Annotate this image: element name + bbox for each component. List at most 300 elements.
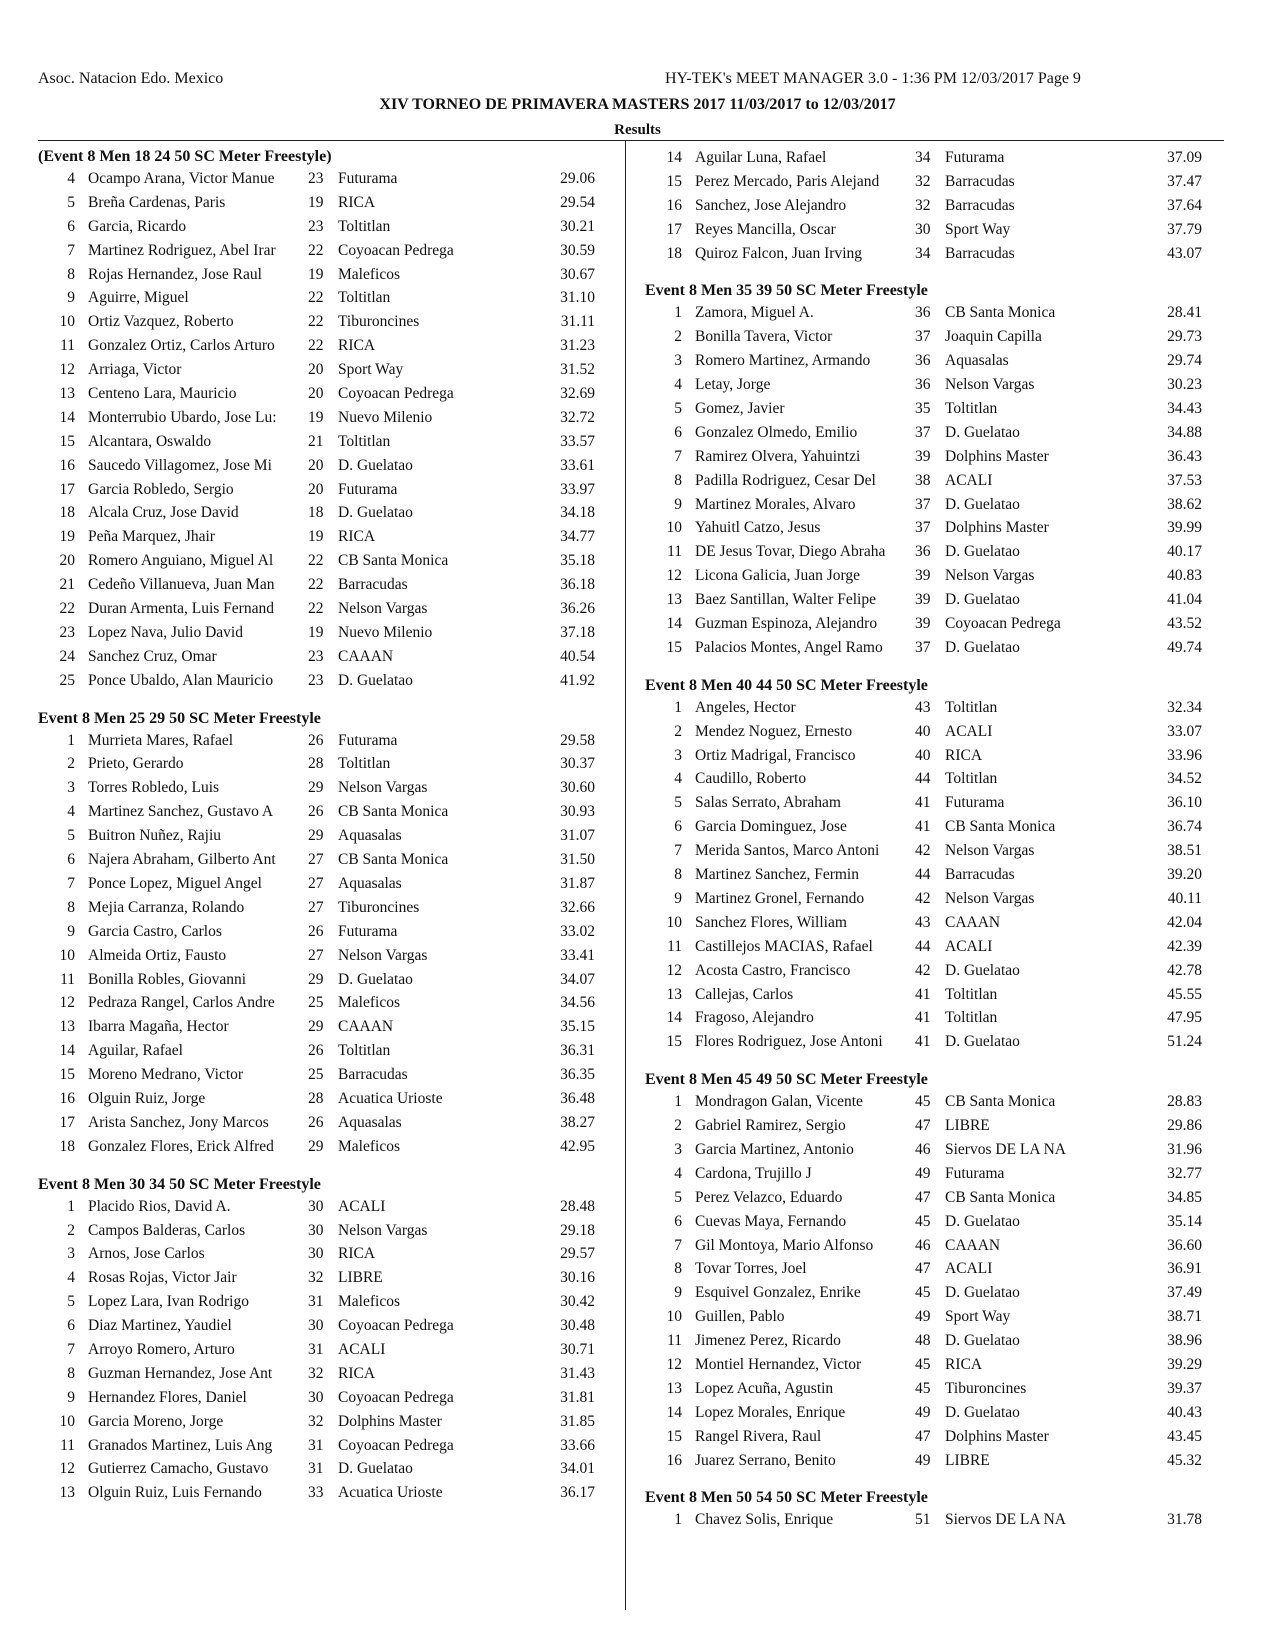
team-name: Toltitlan (338, 289, 391, 307)
swimmer-name: Mendez Noguez, Ernesto (695, 722, 853, 740)
result-row (38, 1219, 593, 1243)
team-name: Futurama (945, 149, 1005, 166)
swimmer-name: Martinez Sanchez, Gustavo A (88, 803, 274, 821)
team-name: Coyoacan Pedrega (338, 1388, 454, 1406)
team-name: D. Guelatao (338, 970, 413, 988)
result-row (645, 564, 1200, 588)
final-time: 40.43 (1167, 1403, 1202, 1421)
event-section (645, 280, 1200, 659)
final-time: 43.45 (1167, 1427, 1202, 1445)
team-name: Futurama (338, 922, 398, 940)
result-row (38, 621, 593, 645)
event-title: Event 8 Men 50 54 50 SC Meter Freestyle (645, 1489, 928, 1507)
age: 37 (915, 495, 931, 513)
swimmer-name: Esquivel Gonzalez, Enrike (695, 1284, 861, 1302)
age: 32 (915, 172, 931, 190)
age: 36 (915, 304, 931, 322)
final-time: 32.69 (560, 385, 595, 403)
place: 8 (674, 1260, 682, 1278)
final-time: 33.07 (1167, 722, 1202, 740)
final-time: 31.87 (560, 874, 595, 892)
result-row (38, 1290, 593, 1314)
result-row (645, 301, 1200, 325)
age: 30 (915, 220, 931, 238)
team-name: Toltitlan (945, 770, 998, 788)
age: 47 (915, 1188, 931, 1206)
age: 29 (308, 779, 324, 797)
team-name: Aquasalas (338, 874, 402, 892)
age: 25 (308, 994, 324, 1012)
team-name: D. Guelatao (945, 961, 1020, 979)
team-name: ACALI (945, 937, 993, 955)
place: 7 (674, 447, 682, 465)
age: 23 (308, 217, 324, 235)
age: 22 (308, 289, 324, 307)
result-row (645, 1425, 1200, 1449)
swimmer-name: Perez Velazco, Eduardo (695, 1188, 843, 1206)
place: 6 (674, 423, 682, 441)
result-row (645, 720, 1200, 744)
age: 36 (915, 543, 931, 561)
event-section (645, 146, 1200, 265)
swimmer-name: Gutierrez Camacho, Gustavo (88, 1460, 269, 1478)
age: 26 (308, 731, 324, 749)
place: 14 (59, 408, 75, 426)
team-name: Coyoacan Pedrega (945, 615, 1061, 633)
team-name: Futurama (338, 480, 398, 498)
software-info: HY-TEK's MEET MANAGER 3.0 - 1:36 PM 12/03/2017 Page 9 (665, 70, 1081, 87)
team-name: Coyoacan Pedrega (338, 1317, 454, 1335)
result-row (38, 776, 593, 800)
swimmer-name: Centeno Lara, Mauricio (88, 385, 237, 403)
result-row (645, 1257, 1200, 1281)
swimmer-name: Olguin Ruiz, Luis Fernando (88, 1484, 262, 1502)
place: 5 (674, 1188, 682, 1206)
final-time: 42.95 (560, 1137, 595, 1155)
place: 1 (674, 1093, 682, 1111)
team-name: ACALI (945, 722, 993, 740)
result-row (38, 1039, 593, 1063)
final-time: 35.14 (1167, 1212, 1202, 1230)
final-time: 41.04 (1167, 591, 1202, 609)
swimmer-name: Baez Santillan, Walter Felipe (695, 591, 876, 609)
swimmer-name: Cedeño Villanueva, Juan Man (88, 576, 275, 594)
age: 27 (308, 946, 324, 964)
swimmer-name: Cardona, Trujillo J (695, 1164, 812, 1182)
swimmer-name: Aguilar, Rafael (88, 1042, 183, 1060)
result-row (645, 1305, 1200, 1329)
swimmer-name: Buitron Nuñez, Rajiu (88, 827, 222, 845)
age: 39 (915, 567, 931, 585)
result-row (38, 645, 593, 669)
swimmer-name: Garcia Moreno, Jorge (88, 1412, 224, 1430)
result-row (645, 935, 1200, 959)
team-name: D. Guelatao (945, 543, 1020, 561)
place: 21 (59, 576, 75, 594)
age: 40 (915, 722, 931, 740)
result-row (38, 215, 593, 239)
final-time: 29.58 (560, 731, 595, 749)
final-time: 40.83 (1167, 567, 1202, 585)
team-name: Sport Way (945, 220, 1011, 238)
swimmer-name: Garcia Dominguez, Jose (695, 818, 847, 836)
swimmer-name: Sanchez Cruz, Omar (88, 647, 217, 665)
place: 24 (59, 647, 75, 665)
place: 13 (59, 1484, 75, 1502)
result-row (645, 373, 1200, 397)
final-time: 30.71 (560, 1340, 595, 1358)
result-row (645, 887, 1200, 911)
team-name: ACALI (945, 1260, 993, 1278)
swimmer-name: Hernandez Flores, Daniel (88, 1388, 247, 1406)
result-row (38, 872, 593, 896)
result-row (645, 349, 1200, 373)
place: 12 (666, 1355, 682, 1373)
age: 26 (308, 922, 324, 940)
final-time: 33.96 (1167, 746, 1202, 764)
team-name: Acuatica Urioste (338, 1484, 443, 1502)
final-time: 39.99 (1167, 519, 1202, 537)
age: 45 (915, 1355, 931, 1373)
result-row (38, 1338, 593, 1362)
result-row (645, 1377, 1200, 1401)
final-time: 43.52 (1167, 615, 1202, 633)
team-name: D. Guelatao (945, 495, 1020, 513)
swimmer-name: Arroyo Romero, Arturo (88, 1340, 235, 1358)
result-row (645, 1329, 1200, 1353)
final-time: 41.92 (560, 671, 595, 689)
place: 7 (67, 874, 75, 892)
age: 41 (915, 794, 931, 812)
place: 4 (674, 1164, 682, 1182)
place: 14 (666, 1403, 682, 1421)
age: 45 (915, 1284, 931, 1302)
place: 10 (59, 1412, 75, 1430)
team-name: CAAAN (338, 1018, 394, 1036)
team-name: ACALI (338, 1197, 386, 1215)
place: 10 (59, 946, 75, 964)
place: 1 (674, 698, 682, 716)
swimmer-name: Licona Galicia, Juan Jorge (695, 567, 860, 585)
team-name: LIBRE (338, 1269, 383, 1287)
team-name: D. Guelatao (945, 591, 1020, 609)
result-row (38, 1386, 593, 1410)
result-row (645, 863, 1200, 887)
result-row (38, 1434, 593, 1458)
result-row (645, 325, 1200, 349)
team-name: Joaquin Capilla (945, 328, 1042, 346)
age: 19 (308, 193, 324, 211)
event-section (645, 675, 1200, 1054)
place: 7 (67, 241, 75, 259)
result-row (38, 1457, 593, 1481)
final-time: 36.26 (560, 600, 595, 618)
team-name: Nuevo Milenio (338, 623, 433, 641)
team-name: Sport Way (945, 1308, 1011, 1326)
age: 45 (915, 1379, 931, 1397)
final-time: 45.32 (1167, 1451, 1202, 1469)
result-row (645, 1210, 1200, 1234)
place: 5 (674, 400, 682, 418)
final-time: 31.78 (1167, 1511, 1202, 1529)
left-column (38, 146, 593, 1508)
age: 23 (308, 170, 324, 187)
final-time: 40.11 (1167, 889, 1202, 907)
result-row (645, 1401, 1200, 1425)
team-name: Barracudas (945, 172, 1015, 190)
team-name: RICA (945, 1355, 983, 1373)
age: 32 (308, 1364, 324, 1382)
final-time: 31.81 (560, 1388, 595, 1406)
event-title: Event 8 Men 25 29 50 SC Meter Freestyle (38, 709, 321, 727)
swimmer-name: Alcala Cruz, Jose David (88, 504, 239, 522)
swimmer-name: Caudillo, Roberto (695, 770, 807, 788)
age: 41 (915, 1033, 931, 1051)
final-time: 29.86 (1167, 1117, 1202, 1135)
age: 51 (915, 1511, 931, 1529)
swimmer-name: Mejia Carranza, Rolando (88, 898, 245, 916)
result-row (38, 167, 593, 191)
team-name: Futurama (945, 794, 1005, 812)
swimmer-name: Rosas Rojas, Victor Jair (88, 1269, 237, 1287)
team-name: Aquasalas (945, 352, 1009, 370)
result-row (645, 1006, 1200, 1030)
age: 28 (308, 1089, 324, 1107)
final-time: 42.04 (1167, 913, 1202, 931)
team-name: Futurama (338, 170, 398, 187)
age: 19 (308, 408, 324, 426)
final-time: 30.37 (560, 755, 595, 773)
age: 31 (308, 1340, 324, 1358)
team-name: Nelson Vargas (945, 889, 1035, 907)
team-name: CB Santa Monica (945, 1188, 1056, 1206)
place: 17 (666, 220, 682, 238)
team-name: D. Guelatao (338, 456, 413, 474)
age: 31 (308, 1460, 324, 1478)
result-row (38, 896, 593, 920)
final-time: 32.66 (560, 898, 595, 916)
result-row (38, 1266, 593, 1290)
swimmer-name: Jimenez Perez, Ricardo (695, 1332, 841, 1350)
swimmer-name: Merida Santos, Marco Antoni (695, 842, 880, 860)
result-row (645, 636, 1200, 660)
team-name: Maleficos (338, 265, 400, 283)
final-time: 39.29 (1167, 1355, 1202, 1373)
age: 32 (308, 1269, 324, 1287)
swimmer-name: Garcia Robledo, Sergio (88, 480, 234, 498)
final-time: 36.43 (1167, 447, 1202, 465)
swimmer-name: Juarez Serrano, Benito (695, 1451, 836, 1469)
swimmer-name: Murrieta Mares, Rafael (88, 731, 234, 749)
final-time: 37.64 (1167, 196, 1202, 214)
place: 8 (674, 866, 682, 884)
final-time: 34.85 (1167, 1188, 1202, 1206)
team-name: RICA (338, 193, 376, 211)
result-row (38, 334, 593, 358)
place: 2 (674, 328, 682, 346)
final-time: 36.60 (1167, 1236, 1202, 1254)
swimmer-name: Cuevas Maya, Fernando (695, 1212, 847, 1230)
place: 18 (59, 1137, 75, 1155)
swimmer-name: Sanchez, Jose Alejandro (695, 196, 847, 214)
swimmer-name: Ramirez Olvera, Yahuintzi (695, 447, 861, 465)
place: 14 (666, 615, 682, 633)
team-name: CB Santa Monica (338, 851, 449, 869)
age: 37 (915, 328, 931, 346)
swimmer-name: Angeles, Hector (695, 698, 796, 716)
final-time: 34.52 (1167, 770, 1202, 788)
place: 3 (674, 746, 682, 764)
place: 10 (666, 1308, 682, 1326)
result-row (645, 1234, 1200, 1258)
result-row (38, 1111, 593, 1135)
age: 22 (308, 337, 324, 355)
age: 45 (915, 1093, 931, 1111)
team-name: Toltitlan (338, 1042, 391, 1060)
final-time: 37.18 (560, 623, 595, 641)
place: 16 (59, 1089, 75, 1107)
swimmer-name: Padilla Rodriguez, Cesar Del (695, 471, 876, 489)
result-row (38, 454, 593, 478)
age: 46 (915, 1236, 931, 1254)
final-time: 36.17 (560, 1484, 595, 1502)
final-time: 31.11 (560, 313, 595, 331)
place: 7 (674, 1236, 682, 1254)
team-name: Coyoacan Pedrega (338, 385, 454, 403)
swimmer-name: Tovar Torres, Joel (695, 1260, 807, 1278)
swimmer-name: Placido Rios, David A. (88, 1197, 231, 1215)
team-name: Dolphins Master (338, 1412, 442, 1430)
age: 30 (308, 1388, 324, 1406)
team-name: Nelson Vargas (338, 779, 428, 797)
place: 4 (674, 376, 682, 394)
final-time: 31.23 (560, 337, 595, 355)
swimmer-name: Duran Armenta, Luis Fernand (88, 600, 274, 618)
place: 13 (59, 385, 75, 403)
final-time: 34.56 (560, 994, 595, 1012)
age: 30 (308, 1221, 324, 1239)
team-name: Dolphins Master (945, 447, 1049, 465)
swimmer-name: Ponce Ubaldo, Alan Mauricio (88, 671, 274, 689)
team-name: Toltitlan (338, 217, 391, 235)
result-row (645, 612, 1200, 636)
place: 7 (674, 842, 682, 860)
place: 12 (666, 567, 682, 585)
place: 9 (674, 1284, 682, 1302)
result-row (38, 669, 593, 693)
final-time: 40.17 (1167, 543, 1202, 561)
place: 13 (666, 1379, 682, 1397)
final-time: 33.02 (560, 922, 595, 940)
age: 21 (308, 432, 324, 450)
header-divider (38, 140, 1224, 141)
team-name: Toltitlan (945, 1009, 998, 1027)
result-row (645, 744, 1200, 768)
result-row (38, 824, 593, 848)
place: 6 (674, 1212, 682, 1230)
result-row (38, 597, 593, 621)
swimmer-name: Gonzalez Flores, Erick Alfred (88, 1137, 274, 1155)
place: 5 (674, 794, 682, 812)
age: 22 (308, 600, 324, 618)
age: 19 (308, 623, 324, 641)
final-time: 39.20 (1167, 866, 1202, 884)
swimmer-name: Aguirre, Miguel (88, 289, 189, 307)
final-time: 28.83 (1167, 1093, 1202, 1111)
age: 49 (915, 1308, 931, 1326)
place: 3 (674, 1140, 682, 1158)
swimmer-name: Alcantara, Oswaldo (88, 432, 212, 450)
place: 4 (67, 1269, 75, 1287)
team-name: D. Guelatao (945, 1403, 1020, 1421)
result-row (38, 430, 593, 454)
final-time: 37.79 (1167, 220, 1202, 238)
age: 46 (915, 1140, 931, 1158)
place: 14 (666, 1009, 682, 1027)
result-row (38, 573, 593, 597)
swimmer-name: Palacios Montes, Angel Ramo (695, 638, 883, 656)
final-time: 37.53 (1167, 471, 1202, 489)
final-time: 36.18 (560, 576, 595, 594)
final-time: 34.77 (560, 528, 595, 546)
team-name: Nelson Vargas (945, 376, 1035, 394)
result-row (645, 1449, 1200, 1473)
swimmer-name: Romero Anguiano, Miguel Al (88, 552, 274, 570)
swimmer-name: Acosta Castro, Francisco (695, 961, 851, 979)
event-title: Event 8 Men 45 49 50 SC Meter Freestyle (645, 1071, 928, 1089)
age: 37 (915, 423, 931, 441)
swimmer-name: Ponce Lopez, Miguel Angel (88, 874, 262, 892)
place: 1 (674, 1511, 682, 1529)
swimmer-name: Romero Martinez, Armando (695, 352, 871, 370)
age: 29 (308, 970, 324, 988)
result-row (38, 310, 593, 334)
place: 15 (59, 1066, 75, 1084)
age: 36 (915, 352, 931, 370)
place: 5 (67, 1293, 75, 1311)
result-row (645, 959, 1200, 983)
org-name: Asoc. Natacion Edo. Mexico (38, 70, 224, 87)
place: 12 (59, 1460, 75, 1478)
place: 13 (59, 1018, 75, 1036)
age: 23 (308, 671, 324, 689)
swimmer-name: Chavez Solis, Enrique (695, 1511, 834, 1529)
final-time: 31.96 (1167, 1140, 1202, 1158)
place: 8 (67, 898, 75, 916)
place: 2 (674, 1117, 682, 1135)
swimmer-name: Najera Abraham, Gilberto Ant (88, 851, 276, 869)
event-section (38, 146, 593, 693)
swimmer-name: Gonzalez Olmedo, Emilio (695, 423, 858, 441)
result-row (645, 1186, 1200, 1210)
place: 8 (674, 471, 682, 489)
result-row (38, 1087, 593, 1111)
result-row (38, 752, 593, 776)
age: 30 (308, 1317, 324, 1335)
swimmer-name: Ocampo Arana, Victor Manue (88, 170, 275, 187)
swimmer-name: Gabriel Ramirez, Sergio (695, 1117, 846, 1135)
age: 47 (915, 1260, 931, 1278)
place: 6 (67, 1317, 75, 1335)
age: 36 (915, 376, 931, 394)
final-time: 30.59 (560, 241, 595, 259)
column-divider (625, 140, 626, 1610)
result-row (38, 729, 593, 753)
result-row (38, 1314, 593, 1338)
place: 6 (67, 217, 75, 235)
result-row (38, 1063, 593, 1087)
final-time: 31.52 (560, 361, 595, 379)
